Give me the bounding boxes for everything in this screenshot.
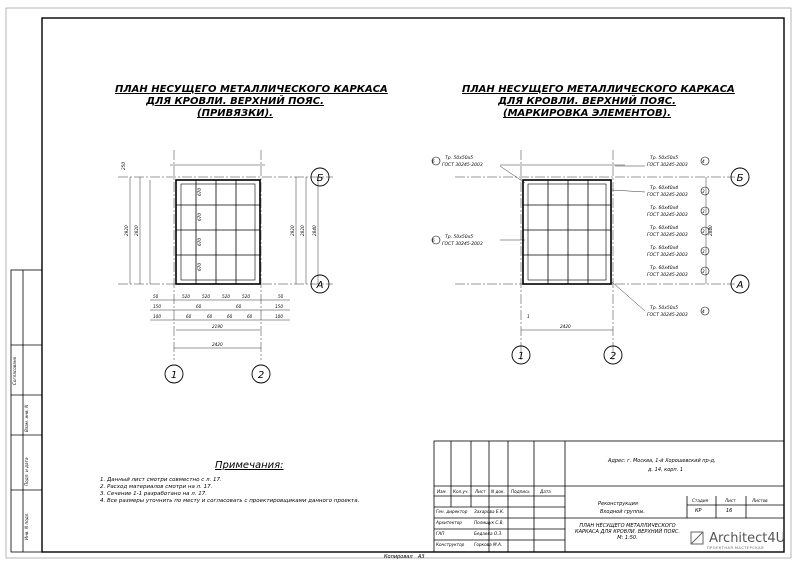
right-plan-title [462,84,735,120]
left-dim-b3-5: 100 [275,314,283,319]
section-mark: 1 [527,314,530,319]
tb-sheets-label: Листов [752,498,768,503]
tb-name-1: Захарова Е.К. [474,509,505,514]
tb-role-2: Архитектор [436,520,462,525]
watermark-brand: Architect4U [709,531,786,546]
callout-right-7-l2: ГОСТ 30245-2003 [647,313,688,318]
left-title-line-3: (ПРИВЯЗКИ). [197,108,273,119]
left-dim-total-1: 2920 [124,225,129,236]
callout-right-4-l2: ГОСТ 30245-2003 [647,233,688,238]
tb-stage-label: Стадия [692,498,709,503]
side-stamp-inv-replace: Взам. инв. N [24,404,29,432]
right-title-line-1: ПЛАН НЕСУЩЕГО МЕТАЛЛИЧЕСКОГО КАРКАСА [462,84,735,95]
left-dim-right-outer: 2840 [312,225,317,236]
callout-left-2-mark: 6 [432,238,435,243]
tb-col-izm: Изм. [437,489,447,494]
notes-heading: Примечания: [215,460,284,471]
right-dim-height: 2840 [708,225,713,236]
callout-left-2-l1: Тр. 50х50х5 [445,235,474,240]
left-dim-b3-3: 60 [227,314,233,319]
note-item: 3. Сечение 1-1 разработано на л. 17. [100,491,208,497]
tb-role-3: ГАП [436,531,445,536]
left-plan-title [115,84,388,120]
callout-right-2-l2: ГОСТ 30245-2003 [647,193,688,198]
right-axis-2: 2 [609,351,617,362]
left-dim-b2-0: 150 [153,304,161,309]
left-dim-670-1: 670 [197,188,202,196]
left-dim-b3-2: 60 [207,314,213,319]
callout-right-6-mark: 3 [702,269,705,274]
watermark-logo-icon [690,531,704,545]
right-dim-width: 2420 [560,324,571,329]
tb-name-3: Бедаева О.З. [474,531,503,536]
side-stamp-inv-original: Инв. N подл. [24,512,29,540]
left-dim-b3-1: 60 [186,314,192,319]
left-dim-b2-3: 150 [275,304,283,309]
tb-col-list: Лист [475,489,486,494]
left-dim-overall-axes: 2420 [212,342,223,347]
left-dim-right-total-1: 2920 [290,225,295,236]
watermark [690,527,785,550]
callout-right-5-l1: Тр. 60х40х4 [650,246,679,251]
left-dim-b2-2: 60 [236,304,242,309]
left-dim-670-2: 670 [197,213,202,221]
left-axis-a: А [316,280,324,291]
callout-left-1-l2: ГОСТ 30245-2003 [442,163,483,168]
footer-copied: Копировал [384,554,413,560]
callout-right-1-mark: 4 [702,159,705,164]
left-title-line-1: ПЛАН НЕСУЩЕГО МЕТАЛЛИЧЕСКОГО КАРКАСА [115,84,388,95]
callout-left-1-l1: Тр. 50х50х5 [445,156,474,161]
left-dim-670-3: 670 [197,238,202,246]
footer-format: А3 [418,554,425,560]
left-dim-b1-5: 50 [278,294,284,299]
callout-left-1-mark: 6 [432,159,435,164]
tb-role-1: Ген. директор [436,509,468,514]
left-dim-b2-1: 60 [196,304,202,309]
left-dim-b3-0: 100 [153,314,161,319]
tb-drawing-name-2: КАРКАСА ДЛЯ КРОВЛИ. ВЕРХНИЙ ПОЯС. [575,529,680,535]
callout-right-2-mark: 3 [702,189,705,194]
left-axis-1: 1 [170,370,178,381]
tb-col-kol: Кол.уч. [453,489,469,494]
callout-right-7-l1: Тр. 50х50х5 [650,306,679,311]
left-axis-b: Б [316,173,324,184]
right-axis-b: Б [736,173,744,184]
left-title-line-2: ДЛЯ КРОВЛИ. ВЕРХНИЙ ПОЯС. [146,96,324,107]
tb-col-ndok: N док. [491,489,505,494]
callout-right-6-l2: ГОСТ 30245-2003 [647,273,688,278]
watermark-sub: ПРОЕКТНАЯ МАСТЕРСКАЯ [707,546,764,550]
note-item: 1. Данный лист смотри совместно с л. 17. [100,477,222,483]
tb-role-4: Конструктор [436,542,465,547]
side-stamp-sign-date: Подп. и дата [24,457,29,486]
tb-address-2: д. 14, корп. 1 [648,467,684,473]
tb-project-1: Реконструкция [598,501,638,507]
right-axis-a: А [736,280,744,291]
left-plan [118,150,333,383]
callout-right-2-l1: Тр. 60х40х4 [650,186,679,191]
callout-right-5-mark: 3 [702,249,705,254]
left-dim-b3-4: 60 [247,314,253,319]
left-dim-b1-2: 520 [202,294,210,299]
callout-right-5-l2: ГОСТ 30245-2003 [647,253,688,258]
callout-right-1-l1: Тр. 50х50х5 [650,156,679,161]
tb-sheet-label: Лист [725,498,736,503]
notes-list [100,477,359,505]
right-title-line-3: (МАРКИРОВКА ЭЛЕМЕНТОВ). [503,108,671,119]
callout-right-3-mark: 3 [702,209,705,214]
tb-address-1: Адрес: г. Москва, 1-й Хорошевский пр-д, [608,458,716,464]
left-dim-b1-3: 520 [222,294,230,299]
callout-right-1-l2: ГОСТ 30245-2003 [647,163,688,168]
callout-right-3-l1: Тр. 60х40х4 [650,206,679,211]
tb-drawing-name-1: ПЛАН НЕСУЩЕГО МЕТАЛЛИЧЕСКОГО [579,523,676,529]
callout-right-4-l1: Тр. 60х40х4 [650,226,679,231]
left-dim-overall-inner: 2190 [212,324,223,329]
left-dim-b1-4: 520 [242,294,250,299]
right-axis-1: 1 [517,351,525,362]
note-item: 4. Все размеры уточнить по месту и согласовать с проектировщиками данного проекта. [100,498,360,504]
left-dim-b1-1: 520 [182,294,190,299]
left-dim-right-total-2: 2820 [300,225,305,236]
callout-right-7-mark: 4 [702,309,705,314]
left-dim-top-left: 250 [121,162,126,170]
callout-right-4-mark: 3 [702,229,705,234]
tb-stage-value: КР [695,508,702,514]
left-dim-b1-0: 50 [153,294,159,299]
tb-name-2: Полищук С.В. [474,520,504,525]
callout-right-6-l1: Тр. 60х40х4 [650,266,679,271]
tb-col-date: Дата [540,489,551,494]
tb-col-sign: Подпись [511,489,530,494]
callout-right-3-l2: ГОСТ 30245-2003 [647,213,688,218]
tb-drawing-name-3: М: 1:50. [617,535,638,541]
callout-left-2-l2: ГОСТ 30245-2003 [442,242,483,247]
right-title-line-2: ДЛЯ КРОВЛИ. ВЕРХНИЙ ПОЯС. [498,96,676,107]
side-stamp-approved: Согласовано [12,356,17,385]
note-item: 2. Расход материалов смотри на л. 17. [100,484,213,490]
left-dim-total-2: 2820 [134,225,139,236]
right-plan [432,150,749,364]
left-dim-670-4: 670 [197,263,202,271]
tb-project-2: Входной группы. [600,509,645,515]
tb-name-4: Горкова М.А. [474,542,503,547]
tb-drawing-name [575,523,680,541]
left-axis-2: 2 [257,370,265,381]
tb-sheet-value: 16 [726,508,733,514]
